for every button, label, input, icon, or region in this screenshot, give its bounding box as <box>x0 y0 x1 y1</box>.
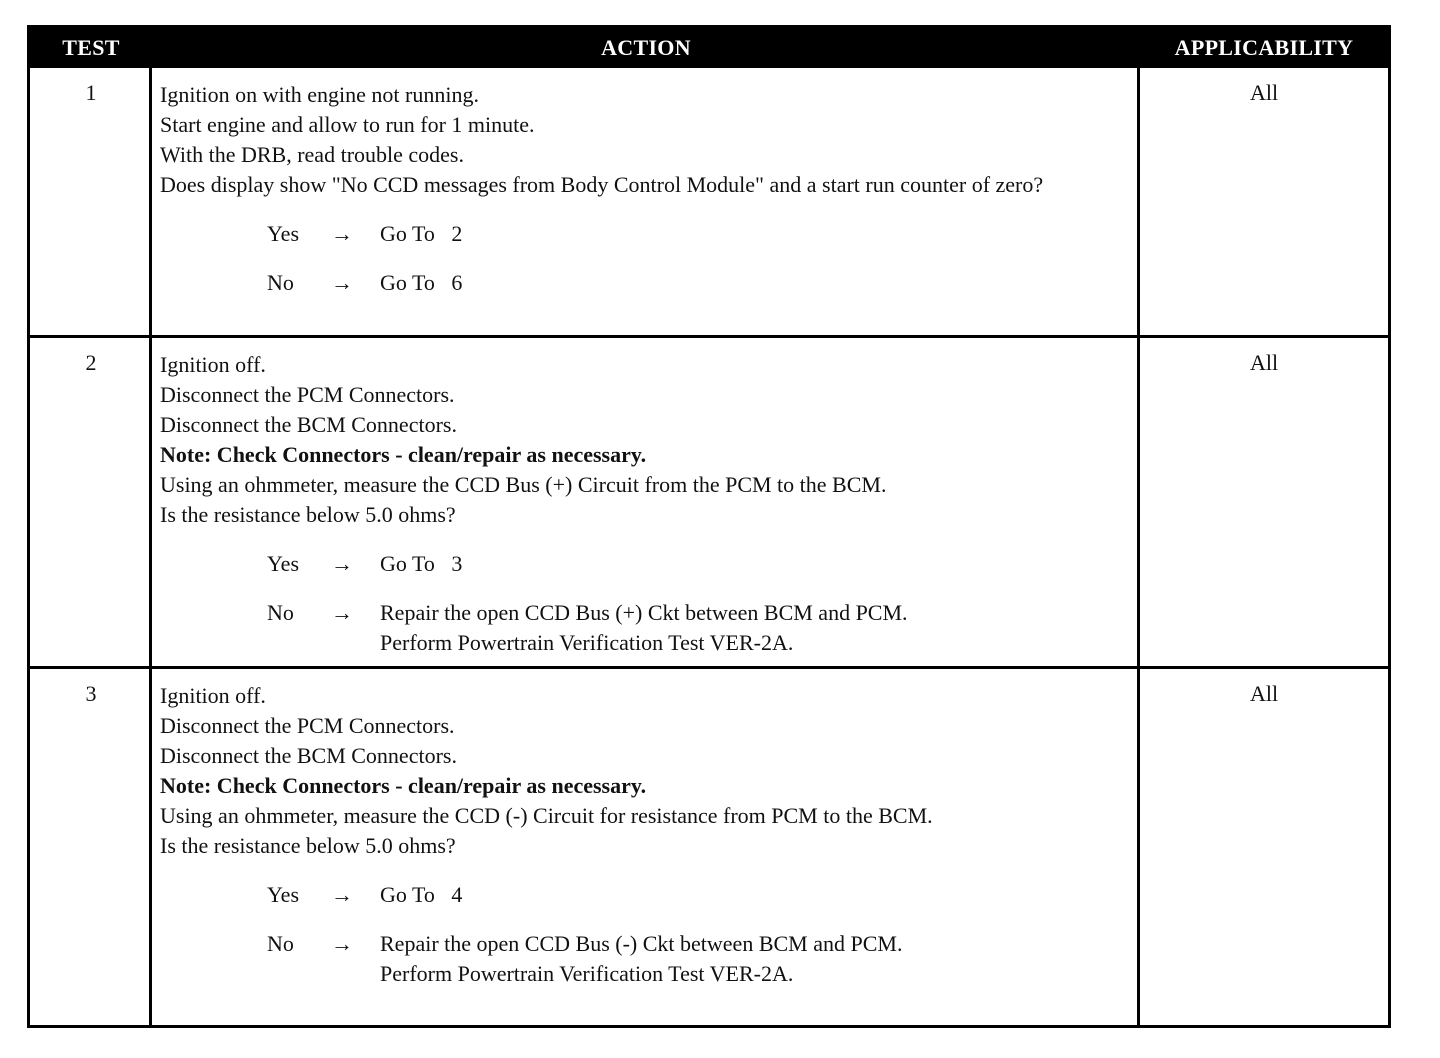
test-number: 2 <box>85 350 97 375</box>
yes-label: Yes <box>267 221 300 246</box>
right-arrow-icon: → <box>331 882 353 907</box>
right-arrow-icon: → <box>331 270 353 295</box>
yes-branch <box>267 549 1128 579</box>
action-cell <box>160 80 1128 298</box>
action-line: Disconnect the BCM Connectors. <box>160 743 457 768</box>
yes-branch <box>267 219 1128 249</box>
action-cell <box>160 681 1128 989</box>
action-line: Ignition off. <box>160 352 266 377</box>
header-applicability: APPLICABILITY <box>1174 35 1354 60</box>
action-note: Note: Check Connectors - clean/repair as necessary. <box>160 442 647 467</box>
yes-result: Go To 4 <box>380 882 463 907</box>
yes-label: Yes <box>267 882 300 907</box>
no-result: Repair the open CCD Bus (-) Ckt between BCM and PCM. <box>380 931 903 956</box>
action-line: Ignition off. <box>160 683 266 708</box>
action-line: With the DRB, read trouble codes. <box>160 142 464 167</box>
action-line: Using an ohmmeter, measure the CCD (-) Circuit for resistance from PCM to the BCM. <box>160 803 933 828</box>
table-row <box>30 338 1388 666</box>
no-branch <box>267 598 1128 658</box>
action-question: Does display show "No CCD messages from Body Control Module" and a start run counter of zero? <box>160 172 1044 197</box>
no-result-followup: Perform Powertrain Verification Test VER-2A. <box>380 630 794 655</box>
table-row <box>30 68 1388 335</box>
action-question: Is the resistance below 5.0 ohms? <box>160 833 456 858</box>
no-label: No <box>267 270 294 295</box>
action-line: Disconnect the PCM Connectors. <box>160 713 455 738</box>
yes-branch <box>267 880 1128 910</box>
test-number: 3 <box>85 681 97 706</box>
no-label: No <box>267 600 294 625</box>
yes-result: Go To 2 <box>380 221 463 246</box>
no-branch <box>267 929 1128 989</box>
no-branch <box>267 268 1128 298</box>
action-question: Is the resistance below 5.0 ohms? <box>160 502 456 527</box>
action-line: Disconnect the PCM Connectors. <box>160 382 455 407</box>
header-action: ACTION <box>601 35 691 60</box>
table-header <box>30 28 1388 68</box>
table-row <box>30 669 1388 1025</box>
no-label: No <box>267 931 294 956</box>
applicability-value: All <box>1249 681 1279 706</box>
diagnostic-test-table <box>27 25 1391 1028</box>
action-line: Using an ohmmeter, measure the CCD Bus (+) Circuit from the PCM to the BCM. <box>160 472 887 497</box>
applicability-value: All <box>1249 350 1279 375</box>
action-line: Start engine and allow to run for 1 minute. <box>160 112 535 137</box>
no-result-followup: Perform Powertrain Verification Test VER-2A. <box>380 961 794 986</box>
test-number: 1 <box>85 80 97 105</box>
action-note: Note: Check Connectors - clean/repair as necessary. <box>160 773 647 798</box>
right-arrow-icon: → <box>331 221 353 246</box>
yes-label: Yes <box>267 551 300 576</box>
right-arrow-icon: → <box>331 600 353 625</box>
no-result: Go To 6 <box>380 270 463 295</box>
action-line: Ignition on with engine not running. <box>160 82 479 107</box>
action-cell <box>160 350 1128 658</box>
right-arrow-icon: → <box>331 931 353 956</box>
right-arrow-icon: → <box>331 551 353 576</box>
yes-result: Go To 3 <box>380 551 463 576</box>
header-test: TEST <box>62 35 120 60</box>
action-line: Disconnect the BCM Connectors. <box>160 412 457 437</box>
applicability-value: All <box>1249 80 1279 105</box>
no-result: Repair the open CCD Bus (+) Ckt between BCM and PCM. <box>380 600 908 625</box>
